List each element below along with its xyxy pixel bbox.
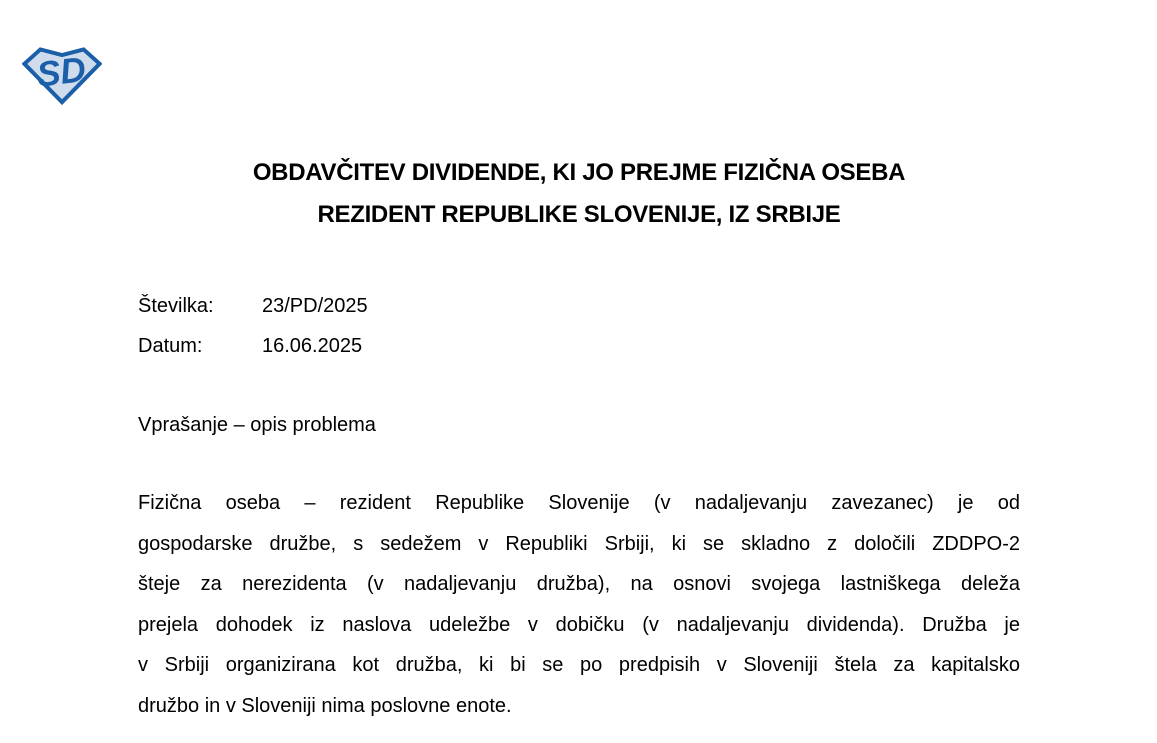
number-value: 23/PD/2025 [262, 295, 368, 317]
paragraph-line: družbo in v Sloveniji nima poslovne enote. [138, 694, 512, 717]
body-paragraph [138, 483, 1020, 726]
meta-block [138, 286, 1020, 366]
meta-row-date [138, 326, 1020, 366]
paragraph-line: gospodarske družbe, s sedežem v Republiki Srbiji, ki se skladno z določili ZDDPO-2 [138, 532, 1020, 555]
section-heading: Vprašanje – opis problema [138, 414, 376, 436]
paragraph-line: šteje za nerezidenta (v nadaljevanju družba), na osnovi svojega lastniškega deleža [138, 573, 1020, 595]
date-label: Datum: [138, 335, 203, 357]
date-value: 16.06.2025 [262, 335, 363, 357]
paragraph-line: v Srbiji organizirana kot družba, ki bi se po predpisih v Sloveniji štela za kapitalsko [138, 654, 1020, 676]
paragraph-line: Fizična oseba – rezident Republike Slovenije (v nadaljevanju zavezanec) je od [138, 492, 1020, 514]
title-line-1: OBDAVČITEV DIVIDENDE, KI JO PREJME FIZIČNA OSEBA [252, 159, 906, 186]
logo-monogram: SD [34, 50, 89, 95]
document-content [138, 0, 1020, 726]
sd-shield-logo-icon [22, 45, 102, 105]
title-line-2: REZIDENT REPUBLIKE SLOVENIJE, IZ SRBIJE [317, 201, 841, 228]
number-label: Številka: [138, 295, 214, 317]
paragraph-line: prejela dohodek iz naslova udeležbe v dobičku (v nadaljevanju dividenda). Družba je [138, 613, 1020, 636]
meta-row-number [138, 286, 1020, 326]
document-title [138, 152, 1020, 236]
